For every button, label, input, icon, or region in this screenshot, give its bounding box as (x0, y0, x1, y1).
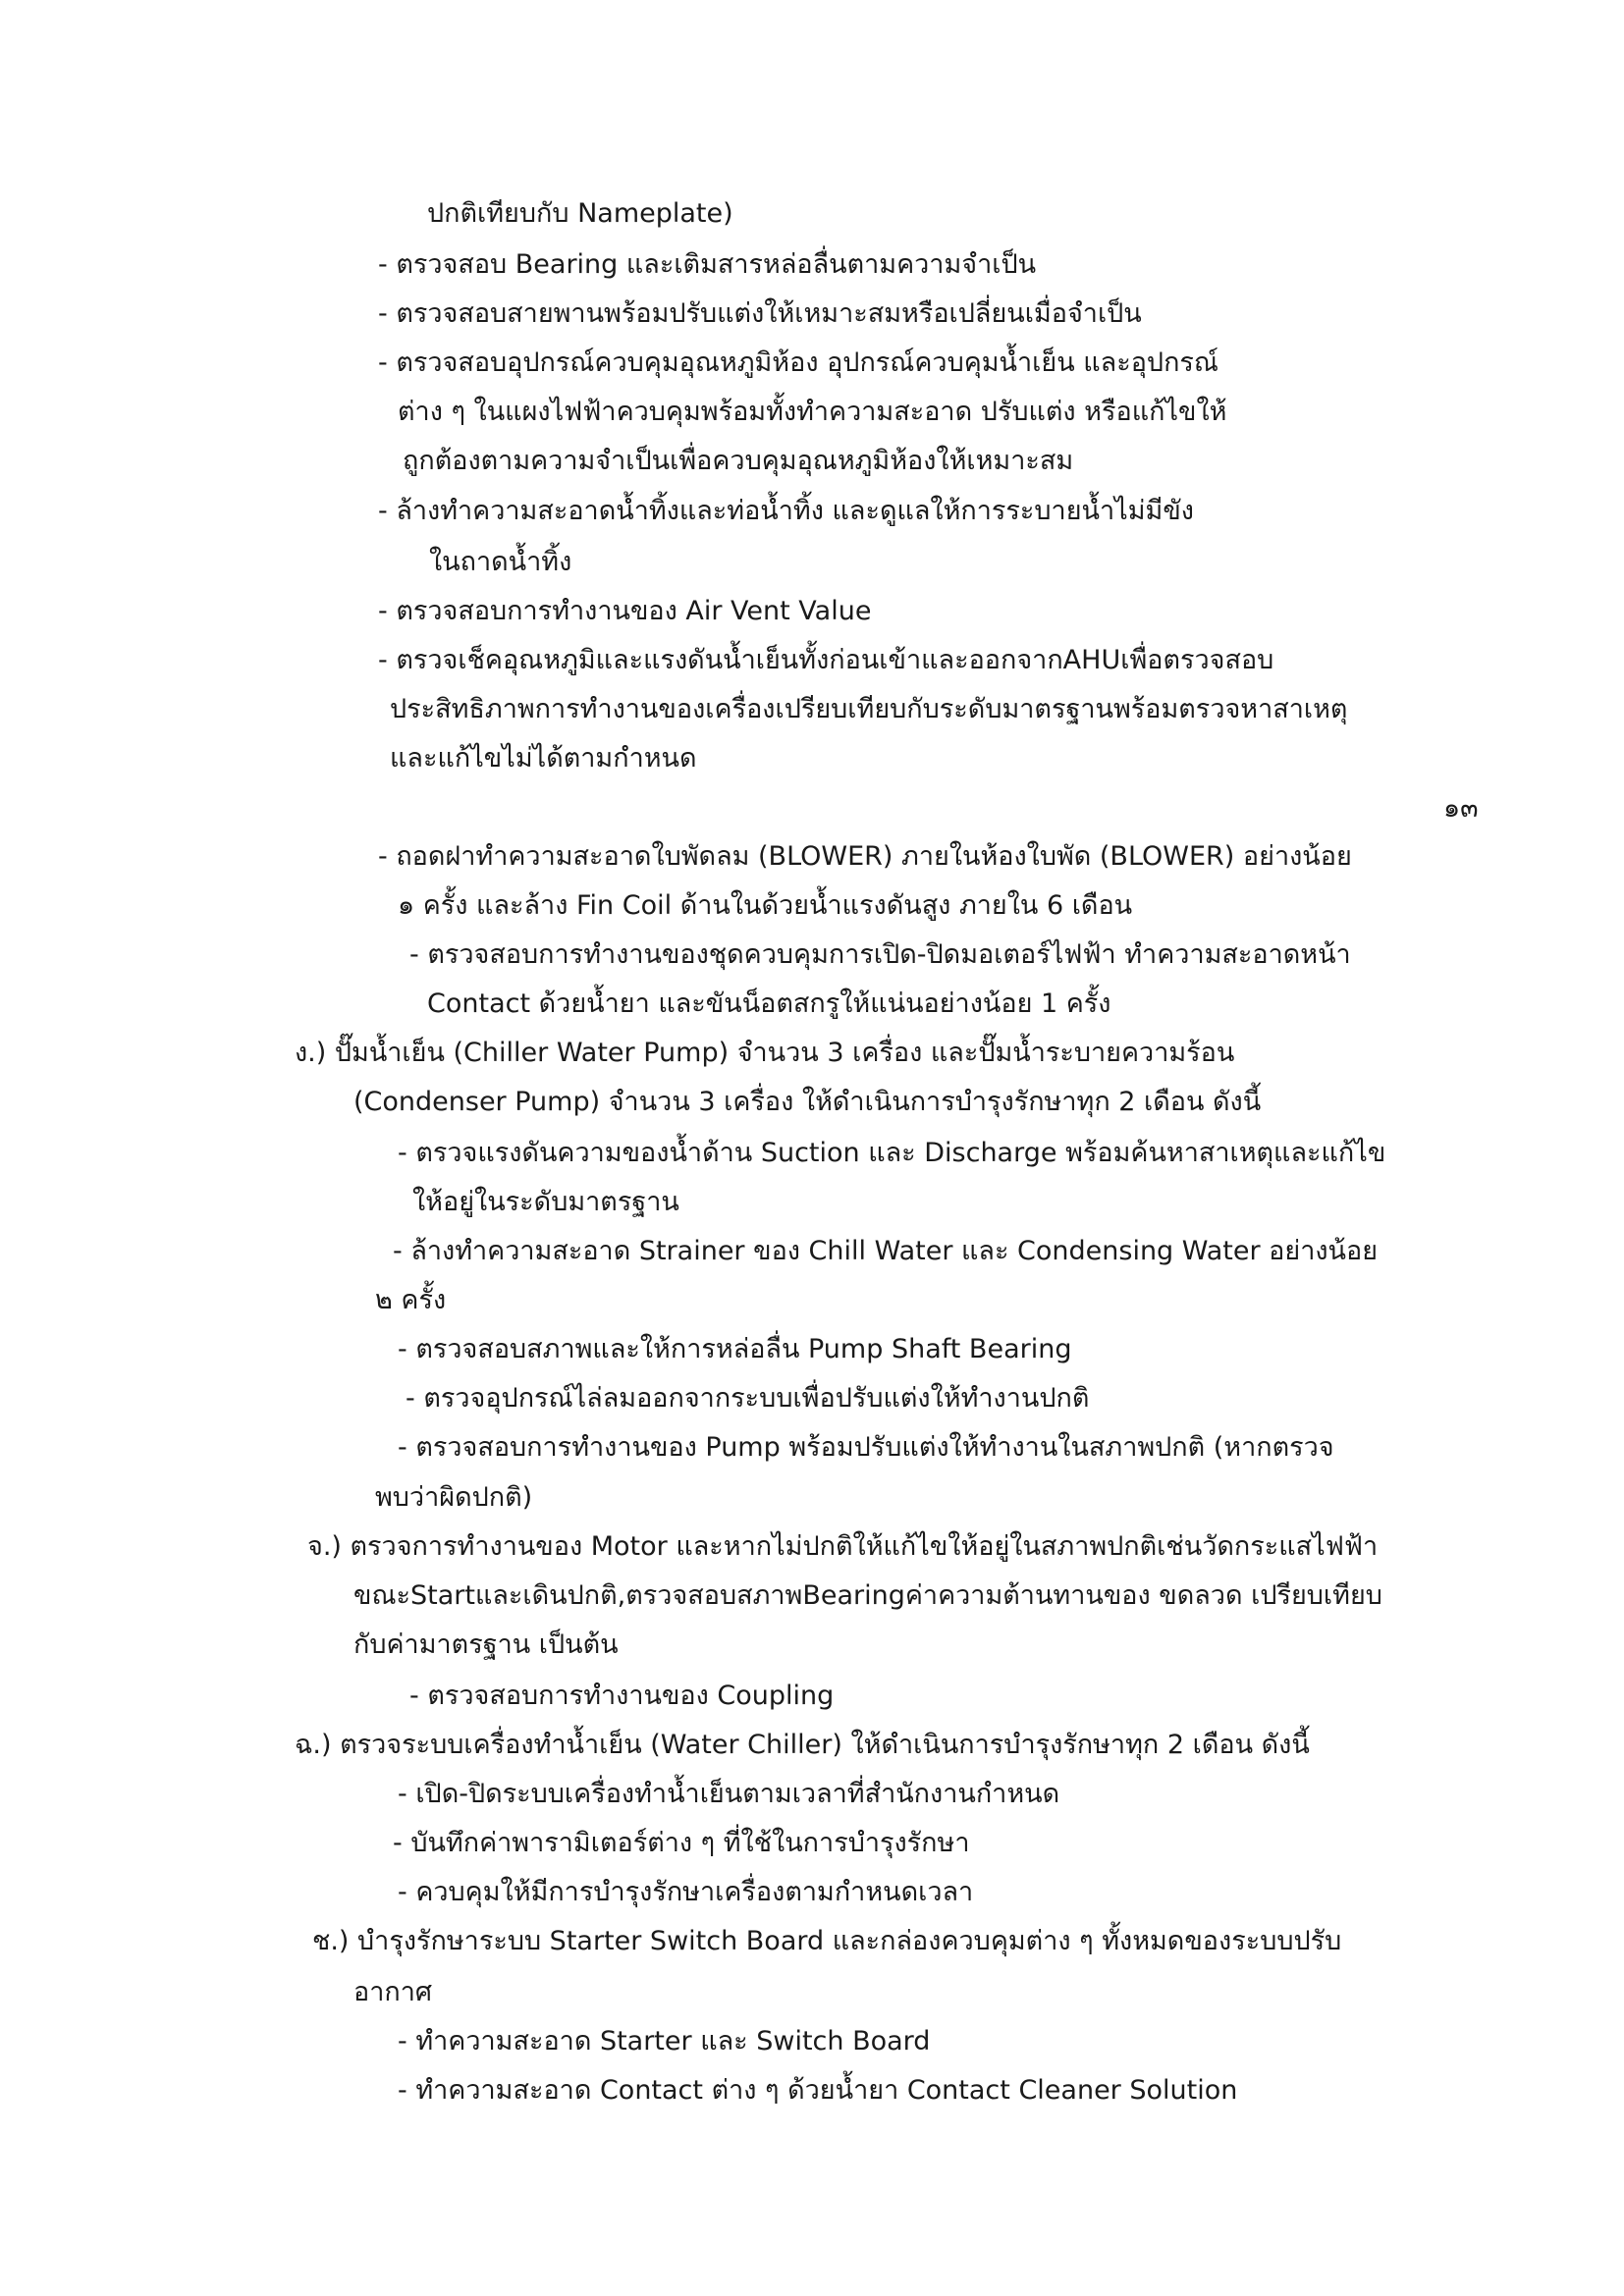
text-line: พบว่าผิดปกติ) (375, 1482, 533, 1513)
text-line: - ตรวจสอบการทำงานของ Air Vent Value (378, 596, 872, 626)
text-line: - ตรวจสอบสายพานพร้อมปรับแต่งให้เหมาะสมหรือเปลี่ยนเมื่อจำเป็น (378, 298, 1142, 329)
text-line: - ตรวจสอบการทำงานของ Coupling (409, 1681, 835, 1711)
text-line: (Condenser Pump) จำนวน 3 เครื่อง ให้ดำเนินการบำรุงรักษาทุก 2 เดือน ดังนี้ (353, 1087, 1262, 1117)
text-line: - ตรวจสอบการทำงานของชุดควบคุมการเปิด-ปิดมอเตอร์ไฟฟ้า ทำความสะอาดหน้า (409, 939, 1351, 970)
text-line: ให้อยู่ในระดับมาตรฐาน (412, 1187, 679, 1217)
text-line: - ตรวจสอบ Bearing และเติมสารหล่อลื่นตามความจำเป็น (378, 249, 1037, 280)
text-line: - ทำความสะอาด Starter และ Switch Board (398, 2026, 931, 2056)
text-line: อากาศ (353, 1977, 433, 2007)
text-line: - ควบคุมให้มีการบำรุงรักษาเครื่องตามกำหนดเวลา (398, 1877, 974, 1907)
text-line: ปกติเทียบกับ Nameplate) (427, 198, 733, 229)
text-line: ในถาดน้ำทิ้ง (429, 547, 572, 577)
text-line: และแก้ไขไม่ได้ตามกำหนด (390, 743, 697, 774)
text-line: ประสิทธิภาพการทำงานของเครื่องเปรียบเทียบกับระดับมาตรฐานพร้อมตรวจหาสาเหตุ (390, 694, 1348, 724)
text-line: - เปิด-ปิดระบบเครื่องทำน้ำเย็นตามเวลาที่สำนักงานกำหนด (398, 1779, 1060, 1809)
text-line: - ถอดฝาทำความสะอาดใบพัดลม (BLOWER) ภายในห้องใบพัด (BLOWER) อย่างน้อย (378, 841, 1352, 872)
text-line: - ตรวจสอบสภาพและให้การหล่อลื่น Pump Shaft Bearing (398, 1334, 1072, 1364)
text-line: - ล้างทำความสะอาดน้ำทิ้งและท่อน้ำทิ้ง และดูแลให้การระบายน้ำไม่มีขัง (378, 496, 1194, 526)
text-line: - ตรวจแรงดันความของน้ำด้าน Suction และ Discharge พร้อมค้นหาสาเหตุและแก้ไข (398, 1138, 1386, 1168)
text-line: - ตรวจสอบการทำงานของ Pump พร้อมปรับแต่งให้ทำงานในสภาพปกติ (หากตรวจ (398, 1432, 1334, 1463)
text-line: ช.) บำรุงรักษาระบบ Starter Switch Board และกล่องควบคุมต่าง ๆ ทั้งหมดของระบบปรับ (312, 1926, 1342, 1956)
page-number: ๑๓ (1443, 793, 1479, 824)
text-line: ๑ ครั้ง และล้าง Fin Coil ด้านในด้วยน้ำแรงดันสูง ภายใน 6 เดือน (398, 890, 1133, 921)
text-line: - ทำความสะอาด Contact ต่าง ๆ ด้วยน้ำยา Contact Cleaner Solution (398, 2075, 1238, 2106)
text-line: ขณะStartและเดินปกติ,ตรวจสอบสภาพBearingค่าความต้านทานของ ขดลวด เปรียบเทียบ (353, 1580, 1382, 1611)
text-line: - บันทึกค่าพารามิเตอร์ต่าง ๆ ที่ใช้ในการบำรุงรักษา (393, 1828, 970, 1858)
text-line: จ.) ตรวจการทำงานของ Motor และหากไม่ปกติให้แก้ไขให้อยู่ในสภาพปกติเช่นวัดกระแสไฟฟ้า (307, 1531, 1379, 1562)
text-line: กับค่ามาตรฐาน เป็นต้น (353, 1629, 619, 1660)
text-line: ๒ ครั้ง (375, 1285, 447, 1315)
text-line: ถูกต้องตามความจำเป็นเพื่อควบคุมอุณหภูมิห้องให้เหมาะสม (403, 446, 1074, 476)
text-line: - ตรวจอุปกรณ์ไล่ลมออกจากระบบเพื่อปรับแต่งให้ทำงานปกติ (406, 1383, 1090, 1414)
text-line: ต่าง ๆ ในแผงไฟฟ้าควบคุมพร้อมทั้งทำความสะอาด ปรับแต่ง หรือแก้ไขให้ (398, 397, 1227, 427)
text-line: ฉ.) ตรวจระบบเครื่องทำน้ำเย็น (Water Chiller) ให้ดำเนินการบำรุงรักษาทุก 2 เดือน ดังนี้ (295, 1730, 1310, 1760)
text-line: ง.) ปั๊มน้ำเย็น (Chiller Water Pump) จำนวน 3 เครื่อง และปั๊มน้ำระบายความร้อน (295, 1038, 1235, 1068)
text-line: Contact ด้วยน้ำยา และขันน็อตสกรูให้แน่นอย่างน้อย 1 ครั้ง (427, 988, 1111, 1019)
text-line: - ล้างทำความสะอาด Strainer ของ Chill Water และ Condensing Water อย่างน้อย (393, 1236, 1379, 1266)
text-line: - ตรวจเช็คอุณหภูมิและแรงดันน้ำเย็นทั้งก่อนเข้าและออกจากAHUเพื่อตรวจสอบ (378, 645, 1274, 675)
text-line: - ตรวจสอบอุปกรณ์ควบคุมอุณหภูมิห้อง อุปกรณ์ควบคุมน้ำเย็น และอุปกรณ์ (378, 347, 1218, 378)
